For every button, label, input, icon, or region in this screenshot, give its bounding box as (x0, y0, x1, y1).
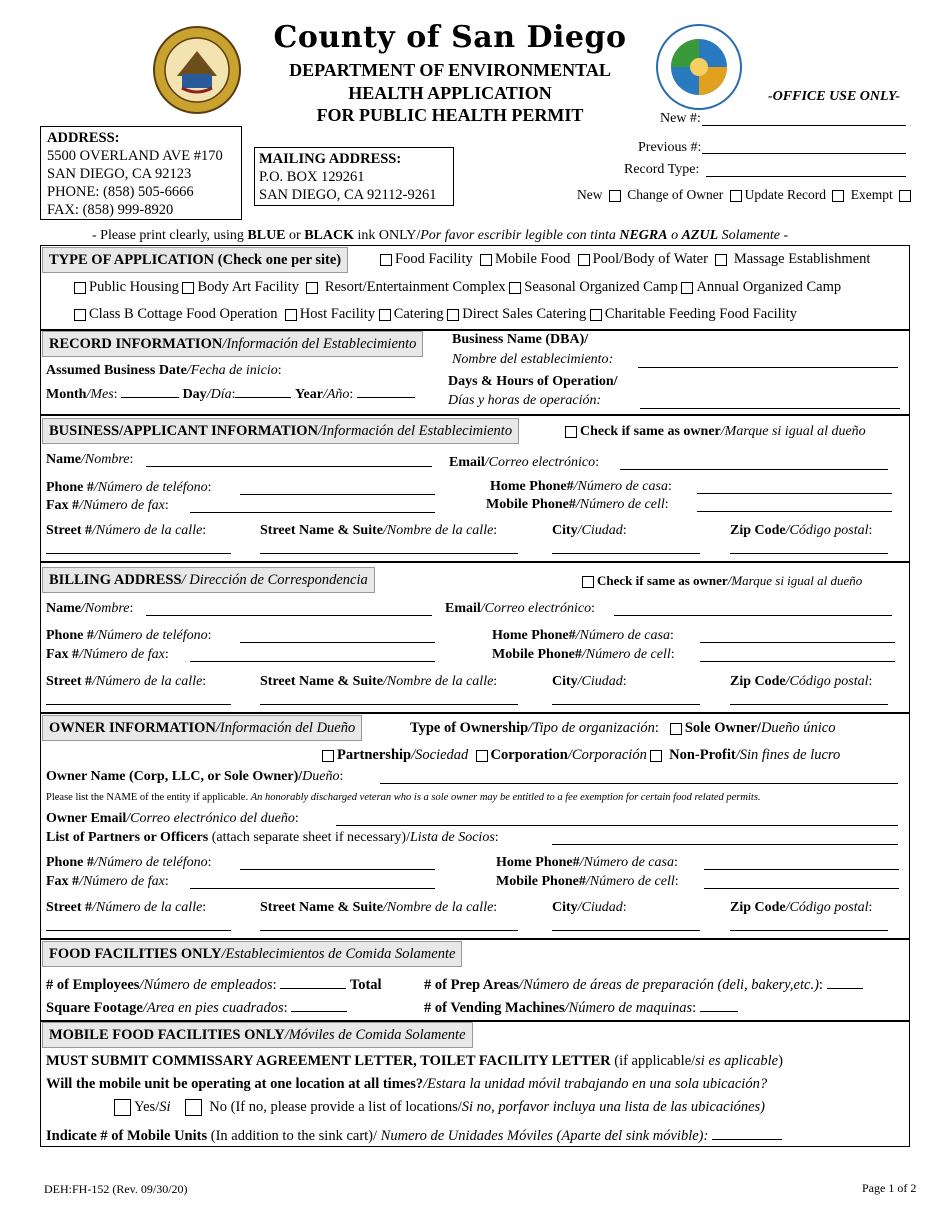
type-row-3: Class B Cottage Food Operation Host Facility Catering Direct Sales Catering Charitable Feeding Food Facility (74, 306, 797, 323)
business-name-field[interactable] (638, 367, 898, 368)
owner-email-field[interactable] (336, 825, 898, 826)
office-new-field[interactable] (702, 125, 906, 126)
own-mobile-label: Mobile Phone#/Número de cell: (496, 874, 679, 889)
county-seal (152, 26, 242, 114)
bus-email-label: Email/Correo electrónico: (449, 455, 599, 470)
bus-email-field[interactable] (620, 469, 888, 470)
mobile-food-checkbox[interactable] (480, 254, 492, 266)
bill-city-field[interactable] (552, 704, 700, 705)
date-fields: Month/Mes: Day/Día: Year/Año: (46, 383, 415, 403)
office-exempt-checkbox[interactable] (899, 190, 911, 202)
year-field[interactable] (357, 383, 415, 398)
annual-camp-checkbox[interactable] (681, 282, 693, 294)
nonprofit-checkbox[interactable] (650, 750, 662, 762)
bill-email-label: Email/Correo electrónico: (445, 601, 595, 616)
bus-zip-label: Zip Code/Código postal: (730, 523, 873, 538)
office-new-checkbox[interactable] (609, 190, 621, 202)
bill-zip-field[interactable] (730, 704, 888, 705)
office-use-title: -OFFICE USE ONLY- (768, 89, 900, 104)
mailing-line2: SAN DIEGO, CA 92112-9261 (259, 187, 437, 203)
office-change-checkbox[interactable] (730, 190, 742, 202)
dept-title-3: FOR PUBLIC HEALTH PERMIT (316, 105, 584, 125)
owner-email-label: Owner Email/Correo electrónico del dueño: (46, 811, 299, 826)
type-application-header: TYPE OF APPLICATION (Check one per site) (42, 247, 348, 273)
owner-note: Please list the NAME of the entity if applicable. An honorably discharged veteran who is a sole owner may be entitled to a fee exemption for certain food related permits. (46, 792, 761, 803)
prep-field[interactable] (827, 974, 863, 989)
business-name-es: Nombre del establecimiento: (452, 352, 614, 367)
corporation-checkbox[interactable] (476, 750, 488, 762)
own-phone-field[interactable] (240, 869, 435, 870)
deh-logo (656, 24, 742, 110)
bill-mobile-field[interactable] (700, 661, 895, 662)
address-line1: 5500 OVERLAND AVE #170 (47, 148, 223, 164)
own-home-label: Home Phone#/Número de casa: (496, 855, 678, 870)
bus-name-field[interactable] (146, 466, 432, 467)
own-city-label: City/Ciudad: (552, 900, 627, 915)
bus-phone-field[interactable] (240, 494, 435, 495)
charitable-checkbox[interactable] (590, 309, 602, 321)
bus-city-field[interactable] (552, 553, 700, 554)
office-record-type-field[interactable] (706, 176, 906, 177)
billing-header: BILLING ADDRESS/ Dirección de Correspondencia (42, 567, 375, 593)
own-zip-label: Zip Code/Código postal: (730, 900, 873, 915)
bill-street-name-label: Street Name & Suite/Nombre de la calle: (260, 674, 498, 689)
bus-street-name-label: Street Name & Suite/Nombre de la calle: (260, 523, 498, 538)
massage-checkbox[interactable] (715, 254, 727, 266)
own-street-no-field[interactable] (46, 930, 231, 931)
cottage-food-checkbox[interactable] (74, 309, 86, 321)
bus-name-label: Name/Nombre: (46, 452, 134, 467)
bill-phone-field[interactable] (240, 642, 435, 643)
own-city-field[interactable] (552, 930, 700, 931)
own-street-name-field[interactable] (260, 930, 518, 931)
employees-row: # of Employees/Número de empleados: Total (46, 974, 382, 994)
bus-zip-field[interactable] (730, 553, 888, 554)
ownership-options: Partnership/Sociedad Corporation/Corporación Non-Profit/Sin fines de lucro (322, 747, 840, 764)
mailing-line1: P.O. BOX 129261 (259, 169, 365, 185)
sole-owner-checkbox[interactable] (670, 723, 682, 735)
seasonal-camp-checkbox[interactable] (509, 282, 521, 294)
bus-fax-field[interactable] (190, 512, 435, 513)
mobile-question: Will the mobile unit be operating at one location at all times?/Estara la unidad móvil trabajando en una sola ubicación? (46, 1076, 768, 1092)
mobile-answers: Yes/Si No (If no, please provide a list of locations/Si no, porfavor incluya una lista de las ubicaciónes) (114, 1099, 765, 1116)
bus-city-label: City/Ciudad: (552, 523, 627, 538)
mobile-units-row: Indicate # of Mobile Units (In addition to the sink cart)/ Numero de Unidades Móviles (Aparte del sink móvible): (46, 1125, 782, 1145)
vending-field[interactable] (700, 997, 738, 1012)
mobile-yes-checkbox[interactable] (114, 1099, 131, 1116)
page-number: Page 1 of 2 (862, 1181, 917, 1195)
owner-name-label: Owner Name (Corp, LLC, or Sole Owner)/Dueño: (46, 769, 344, 784)
mobile-must-submit: MUST SUBMIT COMMISSARY AGREEMENT LETTER, TOILET FACILITY LETTER (if applicable/si es aplicable) (46, 1053, 783, 1069)
instructions: - Please print clearly, using BLUE or BLACK ink ONLY/Por favor escribir legible con tinta NEGRA o AZUL Solamente - (92, 228, 789, 243)
address-label: ADDRESS: (47, 130, 120, 146)
office-new-label: New #: (660, 111, 701, 126)
direct-sales-checkbox[interactable] (447, 309, 459, 321)
type-row-2: Public Housing Body Art Facility Resort/Entertainment Complex Seasonal Organized Camp Annual Organized Camp (74, 279, 841, 296)
ownership-type: Type of Ownership/Tipo de organización: Sole Owner/Dueño único (410, 720, 836, 736)
catering-checkbox[interactable] (379, 309, 391, 321)
address-phone: PHONE: (858) 505-6666 (47, 184, 194, 200)
bill-email-field[interactable] (614, 615, 892, 616)
bus-street-no-label: Street #/Número de la calle: (46, 523, 207, 538)
public-housing-checkbox[interactable] (74, 282, 86, 294)
form-number: DEH:FH-152 (Rev. 09/30/20) (44, 1182, 188, 1196)
bill-name-field[interactable] (146, 615, 432, 616)
days-hours-es: Días y horas de operación: (448, 393, 602, 408)
dept-title-2: HEALTH APPLICATION (348, 83, 552, 103)
own-phone-label: Phone #/Número de teléfono: (46, 855, 212, 870)
office-options: New Change of Owner Update Record Exempt (577, 187, 914, 203)
bill-name-label: Name/Nombre: (46, 601, 134, 616)
bus-street-no-field[interactable] (46, 553, 231, 554)
sqft-field[interactable] (291, 997, 347, 1012)
dept-title-1: DEPARTMENT OF ENVIRONMENTAL (289, 60, 611, 80)
bus-mobile-field[interactable] (697, 511, 892, 512)
employees-field[interactable] (280, 974, 346, 989)
bus-mobile-label: Mobile Phone#/Número de cell: (486, 497, 669, 512)
day-field[interactable] (235, 383, 291, 398)
business-header: BUSINESS/APPLICANT INFORMATION/Información del Establecimiento (42, 418, 519, 444)
office-update-checkbox[interactable] (832, 190, 844, 202)
bill-street-no-field[interactable] (46, 704, 231, 705)
month-field[interactable] (121, 383, 179, 398)
bill-fax-label: Fax #/Número de fax: (46, 647, 169, 662)
bill-fax-field[interactable] (190, 661, 435, 662)
body-art-checkbox[interactable] (182, 282, 194, 294)
bus-street-name-field[interactable] (260, 553, 518, 554)
vending-row: # of Vending Machines/Número de maquinas: (424, 997, 738, 1017)
address-box (40, 126, 242, 220)
address-line2: SAN DIEGO, CA 92123 (47, 166, 192, 182)
bill-phone-label: Phone #/Número de teléfono: (46, 628, 212, 643)
bill-home-label: Home Phone#/Número de casa: (492, 628, 674, 643)
own-street-no-label: Street #/Número de la calle: (46, 900, 207, 915)
assumed-date-label: Assumed Business Date/Fecha de inicio: (46, 363, 282, 378)
sqft-row: Square Footage/Area en pies cuadrados: (46, 997, 347, 1017)
type-row-1: Food Facility Mobile Food Pool/Body of Water Massage Establishment (380, 251, 870, 268)
mailing-label: MAILING ADDRESS: (259, 151, 402, 167)
office-previous-label: Previous #: (638, 140, 702, 155)
business-name-label: Business Name (DBA)/ (452, 332, 589, 347)
food-header: FOOD FACILITIES ONLY/Establecimientos de Comida Solamente (42, 941, 462, 967)
mobile-no-checkbox[interactable] (185, 1099, 202, 1116)
bus-phone-label: Phone #/Número de teléfono: (46, 480, 212, 495)
owner-name-field[interactable] (380, 783, 898, 784)
bill-home-field[interactable] (700, 642, 895, 643)
billing-same-owner[interactable]: Check if same as owner/Marque si igual al dueño (582, 573, 862, 589)
owner-header: OWNER INFORMATION/Información del Dueño (42, 715, 362, 741)
own-street-name-label: Street Name & Suite/Nombre de la calle: (260, 900, 498, 915)
own-home-field[interactable] (704, 869, 899, 870)
pool-checkbox[interactable] (578, 254, 590, 266)
partners-label: List of Partners or Officers (attach separate sheet if necessary)/Lista de Socios: (46, 830, 499, 845)
partners-field[interactable] (552, 844, 898, 845)
mobile-header: MOBILE FOOD FACILITIES ONLY/Móviles de Comida Solamente (42, 1022, 473, 1048)
record-header: RECORD INFORMATION/Información del Establecimiento (42, 331, 423, 357)
own-mobile-field[interactable] (704, 888, 899, 889)
bill-street-no-label: Street #/Número de la calle: (46, 674, 207, 689)
own-fax-field[interactable] (190, 888, 435, 889)
bill-street-name-field[interactable] (260, 704, 518, 705)
own-zip-field[interactable] (730, 930, 888, 931)
partnership-checkbox[interactable] (322, 750, 334, 762)
bus-fax-label: Fax #/Número de fax: (46, 498, 169, 513)
mailing-box (254, 147, 454, 206)
county-title: County of San Diego (273, 20, 627, 55)
food-facility-checkbox[interactable] (380, 254, 392, 266)
mobile-units-field[interactable] (712, 1125, 782, 1140)
office-previous-field[interactable] (702, 153, 906, 154)
own-fax-label: Fax #/Número de fax: (46, 874, 169, 889)
prep-row: # of Prep Areas/Número de áreas de preparación (deli, bakery,etc.): (424, 974, 863, 994)
bill-zip-label: Zip Code/Código postal: (730, 674, 873, 689)
bus-home-label: Home Phone#/Número de casa: (490, 479, 672, 494)
resort-checkbox[interactable] (306, 282, 318, 294)
days-hours-field[interactable] (640, 408, 900, 409)
address-fax: FAX: (858) 999-8920 (47, 202, 174, 218)
bill-city-label: City/Ciudad: (552, 674, 627, 689)
business-same-owner[interactable]: Check if same as owner/Marque si igual al dueño (565, 424, 866, 440)
host-facility-checkbox[interactable] (285, 309, 297, 321)
bill-mobile-label: Mobile Phone#/Número de cell: (492, 647, 675, 662)
office-record-type-label: Record Type: (624, 162, 700, 177)
bus-home-field[interactable] (697, 493, 892, 494)
days-hours-label: Days & Hours of Operation/ (448, 374, 618, 389)
